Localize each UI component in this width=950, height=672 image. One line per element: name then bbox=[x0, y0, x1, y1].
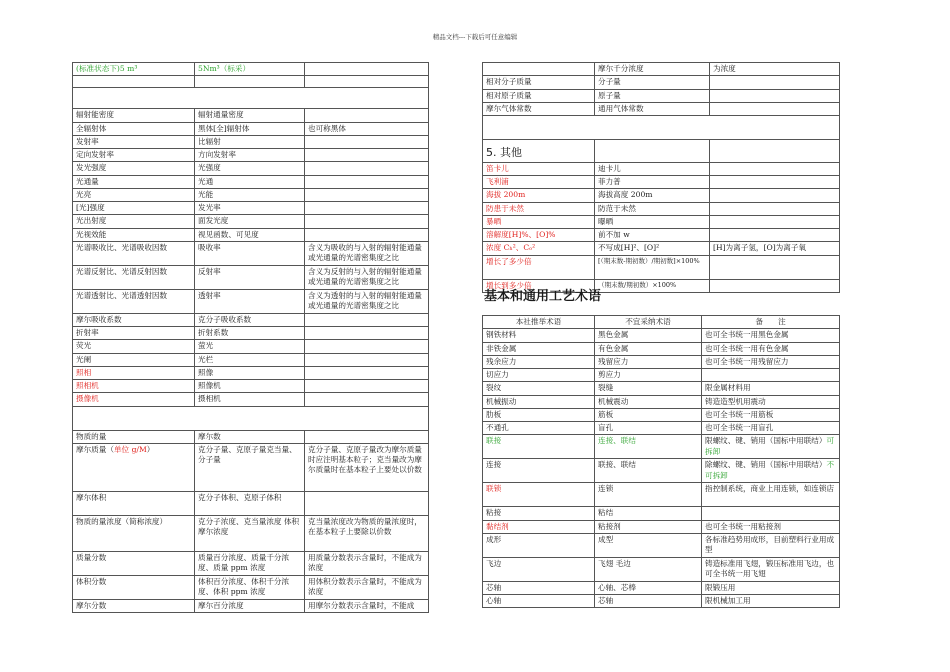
left-terms-table bbox=[72, 62, 429, 613]
table-cell: 机械振动 bbox=[483, 395, 595, 408]
table-cell: 摩尔分数 bbox=[73, 599, 195, 612]
table-row bbox=[73, 76, 429, 88]
table-row bbox=[73, 353, 429, 366]
table-cell: 铸造标准用飞翅，锻压标准用飞边，也可全书统一用飞翅 bbox=[702, 557, 840, 581]
table-cell: 海拔 200m bbox=[483, 189, 595, 202]
table-cell: 摩尔千分浓度 bbox=[595, 63, 710, 76]
table-cell: 原子量 bbox=[595, 89, 710, 102]
table-cell: 用体积分数表示含量时，不能成为浓度 bbox=[305, 575, 429, 599]
table-row bbox=[483, 176, 840, 189]
table-cell bbox=[305, 135, 429, 148]
table-cell: 成形 bbox=[483, 533, 595, 557]
table-cell: 前不加 w bbox=[595, 229, 710, 242]
table-cell: 摄相机 bbox=[195, 393, 305, 406]
table-cell: 质量分数 bbox=[73, 551, 195, 575]
table-cell: 反射率 bbox=[195, 265, 305, 289]
table-cell: 5. 其他 bbox=[483, 140, 595, 163]
table-row bbox=[483, 189, 840, 202]
table-row bbox=[483, 342, 840, 355]
table-row bbox=[73, 202, 429, 215]
table-cell: 萤光 bbox=[195, 340, 305, 353]
table-row bbox=[483, 507, 840, 520]
table-row bbox=[483, 63, 840, 76]
table-row bbox=[483, 162, 840, 175]
table-cell: 黑体[全]辐射体 bbox=[195, 122, 305, 135]
table-row bbox=[483, 520, 840, 533]
table-row bbox=[483, 557, 840, 581]
table-row bbox=[483, 395, 840, 408]
table-cell: 溶解度[H]%、[O]% bbox=[483, 229, 595, 242]
table-row bbox=[73, 551, 429, 575]
table-row bbox=[73, 327, 429, 340]
table-cell bbox=[305, 63, 429, 76]
table-cell: [（期末数-期初数）/期初数]×100% bbox=[595, 255, 710, 279]
table-row bbox=[73, 366, 429, 379]
table-cell: 5Nm³（标采） bbox=[195, 63, 305, 76]
table-row bbox=[483, 140, 840, 163]
table-cell: 摩尔质量（单位 g/M） bbox=[73, 443, 195, 491]
table-cell: 裂纹 bbox=[483, 382, 595, 395]
table-cell bbox=[305, 202, 429, 215]
table-cell: 含义为吸收的与入射的辐射能通量或光通量的光谱密集度之比 bbox=[305, 241, 429, 265]
table-row bbox=[73, 430, 429, 443]
table-cell: 裂缝 bbox=[595, 382, 702, 395]
table-cell bbox=[710, 140, 840, 163]
table-cell: 照像机 bbox=[195, 380, 305, 393]
table-cell bbox=[305, 313, 429, 326]
table-cell bbox=[710, 102, 840, 115]
table-row bbox=[73, 393, 429, 406]
table-cell: 辐射通量密度 bbox=[195, 109, 305, 122]
header-notes: 备 注 bbox=[702, 316, 840, 329]
table-cell: 折射系数 bbox=[195, 327, 305, 340]
table-cell: 物质的量 bbox=[73, 430, 195, 443]
table-cell bbox=[73, 76, 195, 88]
right-terms-table bbox=[482, 62, 840, 293]
table-cell: 增长到多少倍 bbox=[483, 279, 595, 292]
table-cell bbox=[305, 430, 429, 443]
table-cell bbox=[305, 175, 429, 188]
table-cell: 光出射度 bbox=[73, 215, 195, 228]
table-cell: 比辐射 bbox=[195, 135, 305, 148]
table-row bbox=[483, 355, 840, 368]
table-cell: 芯轴 bbox=[483, 581, 595, 594]
table-row bbox=[483, 242, 840, 255]
table-cell: 曝晒 bbox=[595, 215, 710, 228]
table-cell: 切应力 bbox=[483, 369, 595, 382]
table-cell: 发射率 bbox=[73, 135, 195, 148]
table-row bbox=[73, 88, 429, 109]
header-not-recommended: 不宜采纳术语 bbox=[595, 316, 702, 329]
table-cell: 连接 bbox=[483, 459, 595, 483]
craft-section-title: 基本和通用工艺术语 bbox=[484, 289, 602, 304]
table-cell bbox=[73, 88, 429, 109]
table-cell: 也可全书统一用残留应力 bbox=[702, 355, 840, 368]
table-cell: 摩尔气体常数 bbox=[483, 102, 595, 115]
table-row bbox=[483, 533, 840, 557]
table-cell bbox=[710, 229, 840, 242]
table-row bbox=[73, 162, 429, 175]
table-cell bbox=[73, 406, 429, 430]
table-cell bbox=[195, 76, 305, 88]
table-cell bbox=[305, 380, 429, 393]
table-row bbox=[73, 188, 429, 201]
table-cell: 心轴、芯棒 bbox=[595, 581, 702, 594]
table-cell: 相对原子质量 bbox=[483, 89, 595, 102]
table-row bbox=[73, 149, 429, 162]
table-cell: 体积百分浓度、体积千分浓度、体积 ppm 浓度 bbox=[195, 575, 305, 599]
table-cell: （期末数/期初数）×100% bbox=[595, 279, 710, 292]
table-cell: 肋板 bbox=[483, 408, 595, 421]
table-cell: 光谱透射比、光谱透射因数 bbox=[73, 289, 195, 313]
table-cell: 非铁金属 bbox=[483, 342, 595, 355]
table-cell: 菲力普 bbox=[595, 176, 710, 189]
table-cell: 各标准趋势用成形，目前塑料行业用成型 bbox=[702, 533, 840, 557]
table-row bbox=[483, 408, 840, 421]
table-row bbox=[73, 443, 429, 491]
table-row bbox=[483, 89, 840, 102]
table-cell: 联锁 bbox=[483, 483, 595, 507]
table-cell: 芯轴 bbox=[595, 595, 702, 608]
table-cell: 飞边 bbox=[483, 557, 595, 581]
table-cell bbox=[305, 228, 429, 241]
table-row bbox=[483, 595, 840, 608]
table-cell bbox=[710, 162, 840, 175]
table-cell: 质量百分浓度、质量千分浓度、质量 ppm 浓度 bbox=[195, 551, 305, 575]
table-cell: 摩尔数 bbox=[195, 430, 305, 443]
table-cell: 暴晒 bbox=[483, 215, 595, 228]
table-cell: 海拔高度 200m bbox=[595, 189, 710, 202]
table-cell: 限机械加工用 bbox=[702, 595, 840, 608]
table-row bbox=[73, 289, 429, 313]
table-cell: 克分子量、克原子量改为摩尔质量时应注明基本粒子；克当量改为摩尔质量时在基本粒子上要处以价数 bbox=[305, 443, 429, 491]
table-cell: 透射率 bbox=[195, 289, 305, 313]
table-cell bbox=[702, 507, 840, 520]
table-cell: 心轴 bbox=[483, 595, 595, 608]
table-cell: 辐射能密度 bbox=[73, 109, 195, 122]
table-cell bbox=[483, 63, 595, 76]
table-row bbox=[73, 599, 429, 612]
table-row bbox=[73, 109, 429, 122]
table-cell: 克分子吸收系数 bbox=[195, 313, 305, 326]
table-cell: 摩尔吸收系数 bbox=[73, 313, 195, 326]
table-row bbox=[483, 215, 840, 228]
table-cell: [H]为离子氢，[O]为离子氧 bbox=[710, 242, 840, 255]
table-cell: 光阑 bbox=[73, 353, 195, 366]
table-cell: (标准状态下)5 m³ bbox=[73, 63, 195, 76]
table-row bbox=[483, 459, 840, 483]
table-cell: 照相机 bbox=[73, 380, 195, 393]
table-cell: 也可称黑体 bbox=[305, 122, 429, 135]
table-cell: 相对分子质量 bbox=[483, 76, 595, 89]
table-cell: 迪卡儿 bbox=[595, 162, 710, 175]
table-cell: 全辐射体 bbox=[73, 122, 195, 135]
table-cell: 也可全书统一用粘接剂 bbox=[702, 520, 840, 533]
table-cell bbox=[305, 149, 429, 162]
table-cell: 面发光度 bbox=[195, 215, 305, 228]
table-cell: 分子量 bbox=[595, 76, 710, 89]
table-cell: 克分子体积、克原子体积 bbox=[195, 491, 305, 515]
table-cell bbox=[305, 353, 429, 366]
table-cell: 残留应力 bbox=[595, 355, 702, 368]
table-row bbox=[483, 76, 840, 89]
table-cell bbox=[710, 255, 840, 279]
table-cell: 照相 bbox=[73, 366, 195, 379]
table-cell bbox=[710, 202, 840, 215]
table-cell: 发光强度 bbox=[73, 162, 195, 175]
table-cell: 通用气体常数 bbox=[595, 102, 710, 115]
table-cell: 也可全书统一用盲孔 bbox=[702, 422, 840, 435]
table-cell bbox=[305, 109, 429, 122]
table-cell: 体积分数 bbox=[73, 575, 195, 599]
table-cell: 增长了多少倍 bbox=[483, 255, 595, 279]
table-cell: [光]强度 bbox=[73, 202, 195, 215]
table-cell: 笛卡儿 bbox=[483, 162, 595, 175]
table-cell: 含义为反射的与入射的辐射能通量或光通量的光谱密集度之比 bbox=[305, 265, 429, 289]
table-cell: 筋板 bbox=[595, 408, 702, 421]
table-row bbox=[483, 382, 840, 395]
table-cell: 飞利浦 bbox=[483, 176, 595, 189]
table-cell bbox=[305, 393, 429, 406]
table-row bbox=[483, 483, 840, 507]
table-cell bbox=[710, 89, 840, 102]
table-cell: 方向发射率 bbox=[195, 149, 305, 162]
table-row bbox=[483, 581, 840, 594]
table-cell: 吸收率 bbox=[195, 241, 305, 265]
table-cell: 视见函数、可见度 bbox=[195, 228, 305, 241]
table-cell: 连锁 bbox=[595, 483, 702, 507]
table-cell: 光能 bbox=[195, 188, 305, 201]
table-cell bbox=[710, 76, 840, 89]
table-cell: 光通 bbox=[195, 175, 305, 188]
table-row bbox=[483, 116, 840, 140]
table-cell: 黏结剂 bbox=[483, 520, 595, 533]
table-cell bbox=[305, 491, 429, 515]
table-cell bbox=[305, 366, 429, 379]
table-cell bbox=[710, 189, 840, 202]
table-row bbox=[483, 369, 840, 382]
table-cell: 摩尔百分浓度 bbox=[195, 599, 305, 612]
table-row bbox=[483, 255, 840, 279]
table-cell: 粘接 bbox=[483, 507, 595, 520]
table-cell: 摄像机 bbox=[73, 393, 195, 406]
table-cell: 光谱吸收比、光谱吸收因数 bbox=[73, 241, 195, 265]
table-row bbox=[483, 422, 840, 435]
table-cell: 联接、联结 bbox=[595, 459, 702, 483]
table-cell bbox=[483, 116, 840, 140]
table-cell: 粘结 bbox=[595, 507, 702, 520]
table-cell: 光谱反射比、光谱反射因数 bbox=[73, 265, 195, 289]
table-cell: 黑色金属 bbox=[595, 329, 702, 342]
table-row bbox=[483, 329, 840, 342]
table-cell: 盲孔 bbox=[595, 422, 702, 435]
table-row bbox=[73, 215, 429, 228]
table-row bbox=[483, 202, 840, 215]
table-cell: 光视效能 bbox=[73, 228, 195, 241]
table-row bbox=[483, 229, 840, 242]
table-cell: 克分子量、克原子量克当量、分子量 bbox=[195, 443, 305, 491]
page-header: 精品文档---下载后可任意编辑 bbox=[432, 33, 518, 41]
table-cell: 光亮 bbox=[73, 188, 195, 201]
table-cell: 照像 bbox=[195, 366, 305, 379]
table-cell: 物质的量浓度（简称浓度） bbox=[73, 515, 195, 551]
table-row bbox=[483, 102, 840, 115]
table-cell: 防范于未然 bbox=[595, 202, 710, 215]
table-row bbox=[73, 122, 429, 135]
table-cell: 为浓度 bbox=[710, 63, 840, 76]
table-cell: 除螺纹、键、销用（国标中用联结）不可拆卸 bbox=[702, 459, 840, 483]
table-cell: 残余应力 bbox=[483, 355, 595, 368]
table-cell bbox=[595, 140, 710, 163]
table-cell bbox=[305, 340, 429, 353]
table-cell: 指控制系统，商业上用连锁，如连锁店 bbox=[702, 483, 840, 507]
table-cell: 也可全书统一用筋板 bbox=[702, 408, 840, 421]
table-cell: 不写成[H]²、[O]² bbox=[595, 242, 710, 255]
table-cell bbox=[305, 215, 429, 228]
table-row bbox=[73, 228, 429, 241]
table-cell: 限锻压用 bbox=[702, 581, 840, 594]
table-cell bbox=[305, 327, 429, 340]
table-cell: 机械震动 bbox=[595, 395, 702, 408]
table-cell: 用质量分数表示含量时，不能成为浓度 bbox=[305, 551, 429, 575]
table-cell: 有色金属 bbox=[595, 342, 702, 355]
table-cell bbox=[710, 279, 840, 292]
table-row bbox=[73, 575, 429, 599]
table-row bbox=[73, 406, 429, 430]
table-row bbox=[73, 515, 429, 551]
table-cell: 克分子浓度、克当量浓度 体积摩尔浓度 bbox=[195, 515, 305, 551]
table-cell: 摩尔体积 bbox=[73, 491, 195, 515]
table-cell bbox=[710, 215, 840, 228]
table-row bbox=[73, 491, 429, 515]
table-row bbox=[73, 135, 429, 148]
table-cell: 也可全书统一用有色金属 bbox=[702, 342, 840, 355]
table-cell: 限螺纹、键、销用（国标中用联结）可拆卸 bbox=[702, 435, 840, 459]
table-cell bbox=[305, 162, 429, 175]
table-row bbox=[73, 380, 429, 393]
table-cell: 粘接剂 bbox=[595, 520, 702, 533]
table-cell: 光通量 bbox=[73, 175, 195, 188]
table-cell: 也可全书统一用黑色金属 bbox=[702, 329, 840, 342]
table-cell: 浓度 Cₕ²、Cₒ² bbox=[483, 242, 595, 255]
table-row bbox=[73, 241, 429, 265]
table-cell: 克当量浓度改为物质的量浓度时，在基本粒子上要除以价数 bbox=[305, 515, 429, 551]
table-cell bbox=[305, 76, 429, 88]
table-row bbox=[73, 265, 429, 289]
table-row bbox=[483, 435, 840, 459]
table-cell: 含义为透射的与入射的辐射能通量或光通量的光谱密集度之比 bbox=[305, 289, 429, 313]
table-cell bbox=[702, 369, 840, 382]
table-cell: 折射率 bbox=[73, 327, 195, 340]
table-cell: 防患于未然 bbox=[483, 202, 595, 215]
table-cell: 光栏 bbox=[195, 353, 305, 366]
table-cell: 连接、联结 bbox=[595, 435, 702, 459]
table-cell: 用摩尔分数表示含量时，不能成 bbox=[305, 599, 429, 612]
table-row bbox=[73, 340, 429, 353]
table-cell: 发光率 bbox=[195, 202, 305, 215]
table-cell: 联接 bbox=[483, 435, 595, 459]
table-cell: 光强度 bbox=[195, 162, 305, 175]
table-cell: 成型 bbox=[595, 533, 702, 557]
table-cell: 荧光 bbox=[73, 340, 195, 353]
table-cell: 铸造造型机用震动 bbox=[702, 395, 840, 408]
table-cell: 剪应力 bbox=[595, 369, 702, 382]
table-cell bbox=[305, 188, 429, 201]
header-recommended: 本社推举术语 bbox=[483, 316, 595, 329]
craft-terms-table bbox=[482, 315, 840, 608]
table-row bbox=[73, 313, 429, 326]
table-cell: 钢铁材料 bbox=[483, 329, 595, 342]
table-row bbox=[73, 175, 429, 188]
table-cell: 不通孔 bbox=[483, 422, 595, 435]
craft-header-row bbox=[483, 316, 840, 329]
table-cell: 定向发射率 bbox=[73, 149, 195, 162]
table-row bbox=[73, 63, 429, 76]
table-cell bbox=[710, 176, 840, 189]
table-cell: 飞翅 毛边 bbox=[595, 557, 702, 581]
table-cell: 限金属材料用 bbox=[702, 382, 840, 395]
